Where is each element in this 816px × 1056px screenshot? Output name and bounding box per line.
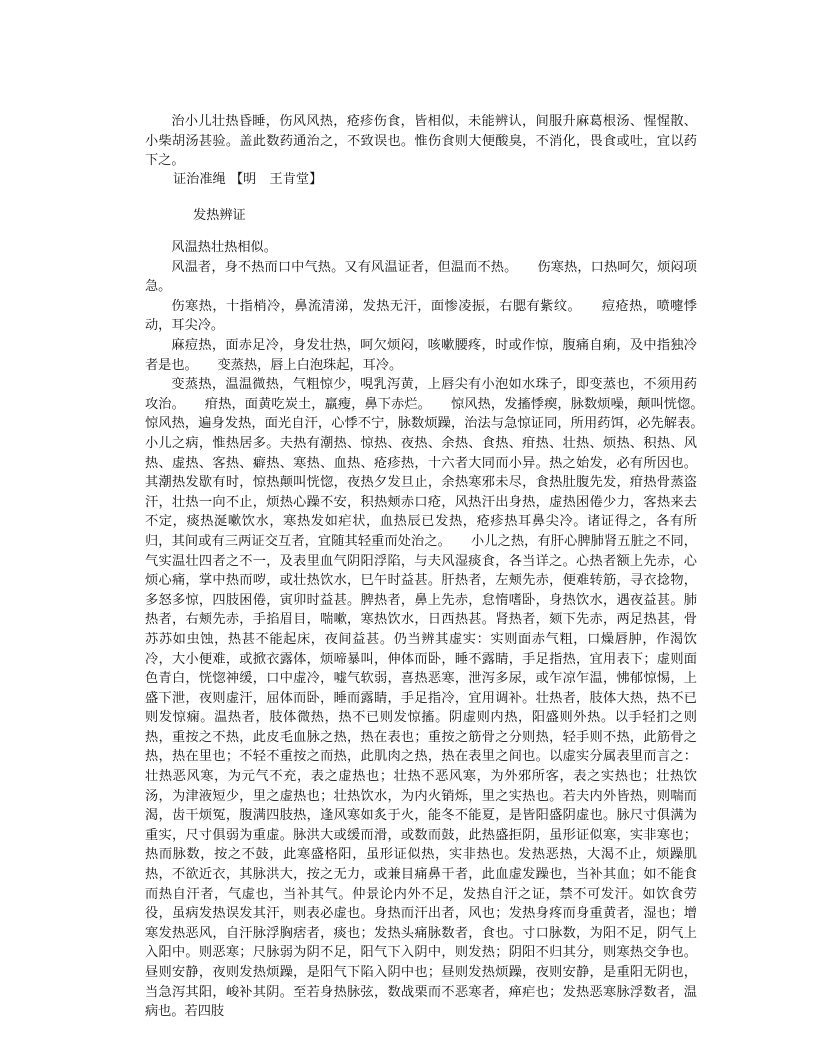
paragraph: 风温者，身不热而口中气热。又有风温证者，但温而不热。 伤寒热，口热呵欠，烦闷项急。: [145, 259, 697, 295]
paragraph: 变蒸热，温温微热，气粗惊少，哯乳泻黄，上唇尖有小泡如水珠子，即变蒸也，不须用药攻治。 疳热，面黄吃炭土，羸瘦，鼻下赤烂。 惊风热，发搐悸瘈，脉数烦噪，颠叫恍惚。 惊风热，遍身发热，面光自汗，心悸不宁，脉数烦躁，治法与急惊证同，所用药饵，必先解表。 小儿之病，惟热居多。夫热有潮热、惊热、夜热、余热、食热、疳热、壮热、烦热、积热、风热、虚热、客热、癖热、寒热、血热、疮疹热，十六者大同而小异。热之始发，必有所因也。其潮热发歇有时，惊热颠叫恍惚，夜热夕发旦止，余热寒邪未尽，食热肚腹先发，疳热骨蒸盗汗，壮热一向不止，烦热心躁不安，积热颊赤口疮，风热汗出身热，虚热困倦少力，客热来去不定，痰热涎嗽饮水，寒热发如疟状，血热辰已发热，疮疹热耳鼻尖冷。诸证得之，各有所归，其间或有三两证交互者，宜随其轻重而处治之。 小儿之热，有肝心脾肺肾五脏之不同，气实温壮四者之不一，及表里血气阴阳浮陷，与夫风湿痰食，各当详之。心热者额上先赤，心烦心痛，掌中热而哕，或壮热饮水，巳午时益甚。肝热者，左颊先赤，便难转筋，寻衣捻物，多怒多惊，四肢困倦，寅卯时益甚。脾热者，鼻上先赤，怠惰嗜卧，身热饮水，遇夜益甚。肺热者，右颊先赤，手掐眉目，喘嗽，寒热饮水，日西热甚。肾热者，颏下先赤，两足热甚，骨苏苏如虫蚀，热甚不能起床，夜间益甚。仍当辨其虚实：实则面赤气粗，口燥唇肿，作渴饮冷，大小便难，或掀衣露体，烦啼暴叫，伸体而卧，睡不露睛，手足指热，宜用表下；虚则面色青白，恍惚神缓，口中虚冷，嘘气软弱，喜热恶寒，泄泻多尿，或乍凉乍温，怫郁惊惕，上盛下泄，夜则虚汗，屈体而卧，睡而露睛，手足指冷，宜用调补。壮热者，肢体大热，热不已则发惊痫。温热者，肢体微热，热不已则发惊搐。阴虚则内热，阳盛则外热。以手轻扪之则热，重按之不热，此皮毛血脉之热，热在表也；重按之筋骨之分则热，轻手则不热，此筋骨之热，热在里也；不轻不重按之而热，此肌肉之热，热在表里之间也。以虚实分属表里而言之：壮热恶风寒，为元气不充，表之虚热也；壮热不恶风寒，为外邪所客，表之实热也；壮热饮汤，为津液短少，里之虚热也；壮热饮水，为内火销烁，里之实热也。若夫内外皆热，则喘而渴，齿干烦冤，腹满四肢热，逢风寒如炙于火，能冬不能夏，是皆阳盛阴虚也。脉尺寸俱满为重实，尺寸俱弱为重虚。脉洪大或缓而滑，或数而鼓，此热盛拒阴，虽形证似寒，实非寒也；热而脉数，按之不鼓，此寒盛格阳，虽形证似热，实非热也。发热恶热，大渴不止，烦躁肌热，不欲近衣，其脉洪大，按之无力，或兼目痛鼻干者，此血虚发躁也，当补其血；如不能食而热自汗者，气虚也，当补其气。仲景论内外不足，发热自汗之证，禁不可发汗。如饮食劳役，虽病发热误发其汗，则表必虚也。身热而汗出者，风也；发热身疼而身重黄者，湿也；增寒发热恶风，自汗脉浮胸痞者，痰也；发热头痛脉数者，食也。寸口脉数，为阳不足，阴气上入阳中。则恶寒；尺脉弱为阴不足，阳气下入阴中，则发热；阴阳不归其分，则寒热交争也。昼则安静，夜则发热烦躁，是阳气下陷入阴中也；昼则发热烦躁，夜则安静，是重阳无阴也，当急泻其阳，峻补其阴。至若身热脉弦，数战栗而不恶寒者，瘅疟也；发热恶寒脉浮数者，温病也。若四肢: [145, 377, 724, 1020]
paragraph: 风温热壮热相似。: [171, 240, 277, 255]
source-heading: 证治准绳 【明 王肯堂】: [173, 172, 323, 187]
paragraph: 伤寒热，十指梢冷，鼻流清涕，发热无汗，面惨凌振，右腮有紫纹。 痘疮热，喷嚏悸动，耳尖冷。: [145, 298, 697, 334]
section-title: 发热辨证: [193, 208, 246, 223]
paragraph: 麻痘热，面赤足冷，身发壮热，呵欠烦闷，咳嗽腰疼，时或作惊，腹痛自痢，及中指独冷者是也。 变蒸热，唇上白泡珠起，耳冷。: [145, 338, 697, 373]
intro-paragraph: 治小儿壮热昏睡，伤风风热，疮疹伤食，皆相似，未能辨认，间服升麻葛根汤、惺惺散、小柴胡汤甚验。盖此数药通治之，不致误也。惟伤食则大便酸臭，不消化，畏食或吐，宜以药下之。: [145, 114, 697, 169]
